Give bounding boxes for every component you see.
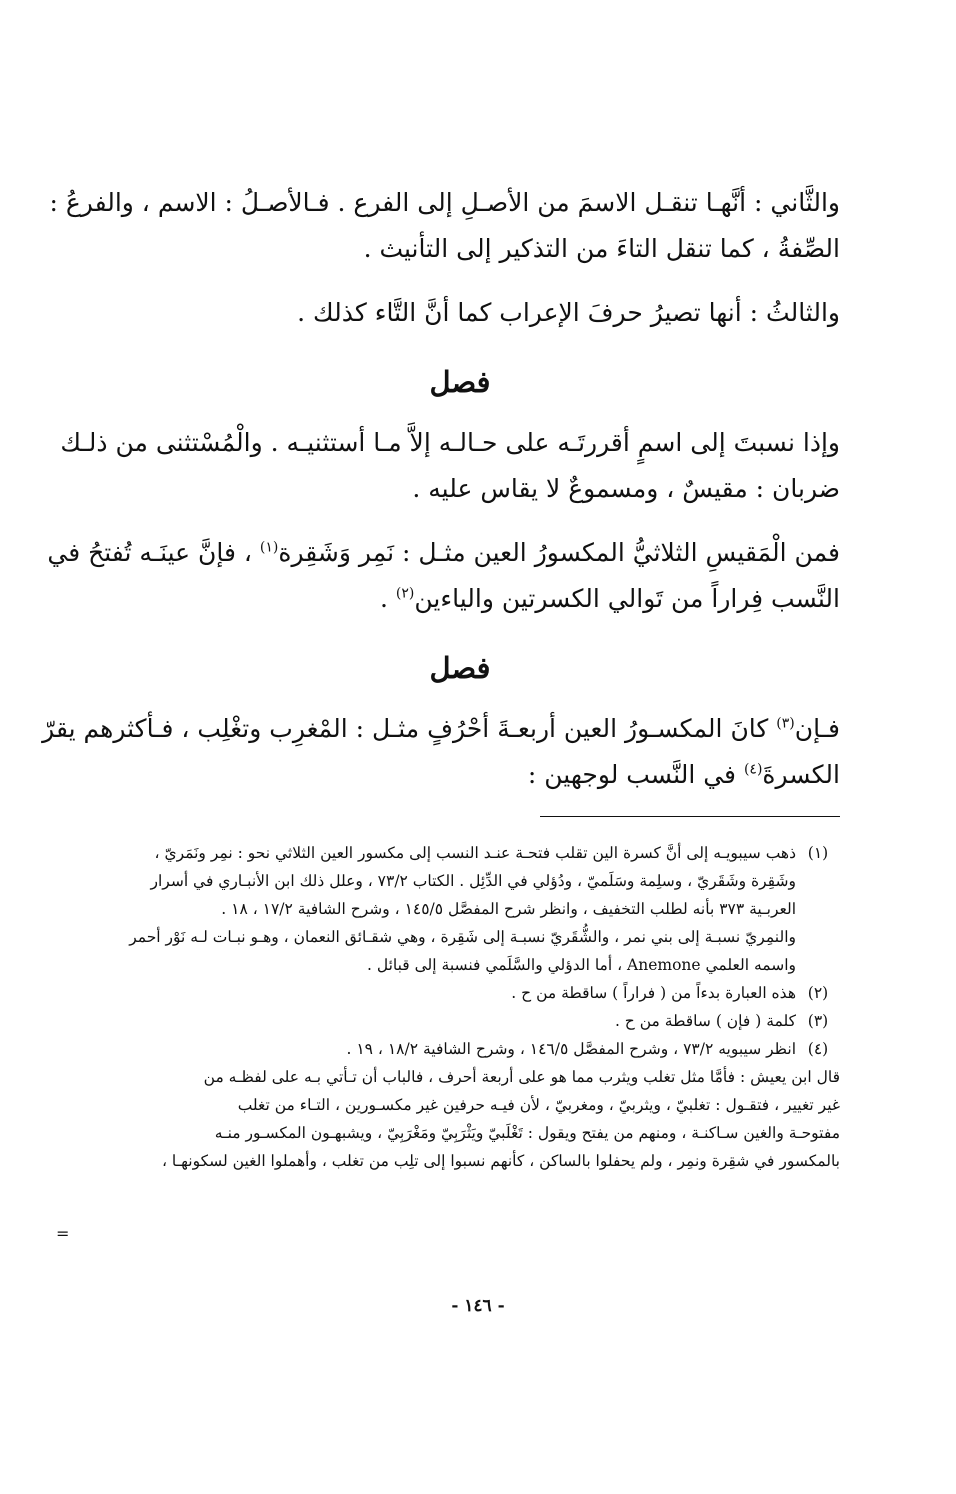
footnote-line: وشَقِرة وشَقَريّ ، وسلِمة وسَلَميّ ، ودُؤلي في الدِّئِل . الكتاب ٧٣/٢ ، وعلل ذلك ابن الأنبـاري في أسرار — [150, 872, 796, 890]
text-line: الصِّفةُ ، كما تنقل التاءَ من التذكير إلى التأنيث . — [363, 234, 840, 263]
text-segment: ، فإنَّ عينَـه تُفتحُ في — [47, 538, 260, 567]
footnote-ref[interactable]: (٤) — [743, 761, 763, 778]
text-line — [47, 530, 840, 576]
footnote-text — [80, 1007, 796, 1035]
text-segment: في النَّسب لوجهين : — [527, 760, 744, 789]
footnote-line: ذهب سيبويـه إلى أنَّ كسرة الين تقلب فتحـة عنـد النسب إلى مكسور العين الثلاثي نحو : نمِر ونَمَريّ ، — [154, 844, 796, 862]
text-segment: الكسرةَ — [762, 760, 840, 789]
footnote-text — [80, 979, 796, 1007]
footnote-number: (٢) — [807, 984, 829, 1002]
footnote-line: واسمه العلمي Anemone ، أما الدؤلي والسَّلَمي فنسبة إلى قبائل . — [366, 956, 796, 974]
footnote-line: مفتوحـة والغين سـاكنـة ، ومنهم من يفتح ويقول : تَغْلَبيّ ويَثْرَبِيّ ومَغْرَبِيّ ، ويشبهـون المكسـور منـه — [214, 1124, 840, 1142]
footnote-text — [80, 923, 796, 979]
text-segment: فمن الْمَقيسِ الثلاثيُّ المكسورُ العين مثـل : نَمِر وَشَقِرة — [278, 538, 840, 567]
footnote-line: كلمة ( فإن ) ساقطة من ح . — [614, 1012, 796, 1030]
page-number: - ١٤٦ - — [451, 1296, 505, 1316]
footnote-line: غير تغيير ، فتقـول : تغلبيّ ، ويثربيّ ، ومغربيّ ، لأن فيـه حرفين غير مكسـورين ، التـاء من تغلب — [237, 1096, 840, 1114]
footnote-number: (٣) — [807, 1012, 829, 1030]
footnote-line: العربـية ٣٧٣ بأنه لطلب التخفيف ، وانظر شرح المفصَّل ١٤٥/٥ ، وشرح الشافية ١٧/٢ ، ١٨ . — [221, 900, 796, 918]
paragraph-four-letter — [42, 706, 840, 798]
footnote-line: قال ابن يعيش : فأمَّا مثل تغلب ويثرب مما هو على أربعة أحرف ، فالباب أن تـأتي بـه على لفظـه من — [203, 1068, 840, 1086]
text-segment: كانَ المكسـورُ العين أربعـةَ أحْرُفٍ مثـل : المْغرِب وتغْلِب ، فـأكثرهم يقرّ — [42, 714, 777, 743]
paragraph-maqis — [47, 530, 840, 622]
text-line: ضربان : مقيسٌ ، ومسموعٌ لا يقاس عليه . — [412, 474, 840, 503]
footnote-line: انظر سيبويه ٧٣/٢ ، وشرح المفصَّل ١٤٦/٥ ، وشرح الشافية ١٨/٢ ، ١٩ . — [346, 1040, 796, 1058]
footnote-number — [796, 923, 840, 979]
footnote-text — [80, 1035, 796, 1063]
text-segment: . — [379, 584, 396, 613]
text-line — [42, 706, 840, 752]
text-line: والثَّاني : أنَّهـا تنقـل الاسمَ من الأصـلِ إلى الفرع . فـالأصـلُ : الاسم ، والفرعُ : — [49, 188, 840, 217]
footnote-1 — [80, 839, 840, 923]
footnote-2 — [80, 979, 840, 1007]
continuation-mark: = — [56, 1224, 70, 1243]
text-line — [80, 576, 840, 622]
footnote-number: (١) — [807, 844, 829, 862]
text-line: وإذا نسبتَ إلى اسمٍ أقررتَـه على حـالـه إلاَّ مـا أستثنيـه . والْمُسْتثنى من ذلـك — [60, 428, 840, 457]
footnote-ref[interactable]: (٣) — [776, 715, 795, 732]
text-line: والثالثُ : أنها تصيرُ حرفَ الإعراب كما أنَّ التَّاء كذلك . — [297, 298, 840, 327]
footnote-divider — [540, 816, 840, 817]
footnote-ref[interactable]: (١) — [259, 539, 279, 556]
footnote-4 — [80, 1035, 840, 1063]
page-body — [42, 180, 840, 1175]
footnotes — [80, 839, 840, 1175]
footnote-3 — [80, 1007, 840, 1035]
section-heading: فصل — [429, 365, 491, 399]
text-segment: فـإن — [794, 714, 840, 743]
text-segment: النَّسب فِراراً من تَوالي الكسرتين والياءين — [414, 584, 840, 613]
footnote-line: والنمِريّ نسبـة إلى بني نمر ، والشُّقَريّ نسبـة إلى شَقِرة ، وهي شقـائق النعمان ، وهـو نبـات لـه نَوْر أحمر — [129, 928, 796, 946]
footnote-line: هذه العبارة بدءاً من ( فراراً ) ساقطة من ح . — [511, 984, 796, 1002]
footnote-number: (٤) — [807, 1040, 829, 1058]
footnote-1-continued — [80, 923, 840, 979]
footnote-quote — [80, 1063, 840, 1175]
paragraph-third-point — [80, 290, 840, 336]
footnote-ref[interactable]: (٢) — [395, 585, 415, 602]
paragraph-second-point — [49, 180, 840, 272]
footnote-line: بالمكسور في شقِرة ونمِر ، ولم يحفلوا بالساكن ، كأنهم نسبوا إلى تلِب من تغلب ، وأهملوا الغين لسكونهـا ، — [161, 1152, 840, 1170]
footnote-text — [80, 839, 796, 923]
text-line — [80, 752, 840, 798]
paragraph-nisba-intro — [60, 420, 840, 512]
section-heading: فصل — [429, 651, 491, 685]
